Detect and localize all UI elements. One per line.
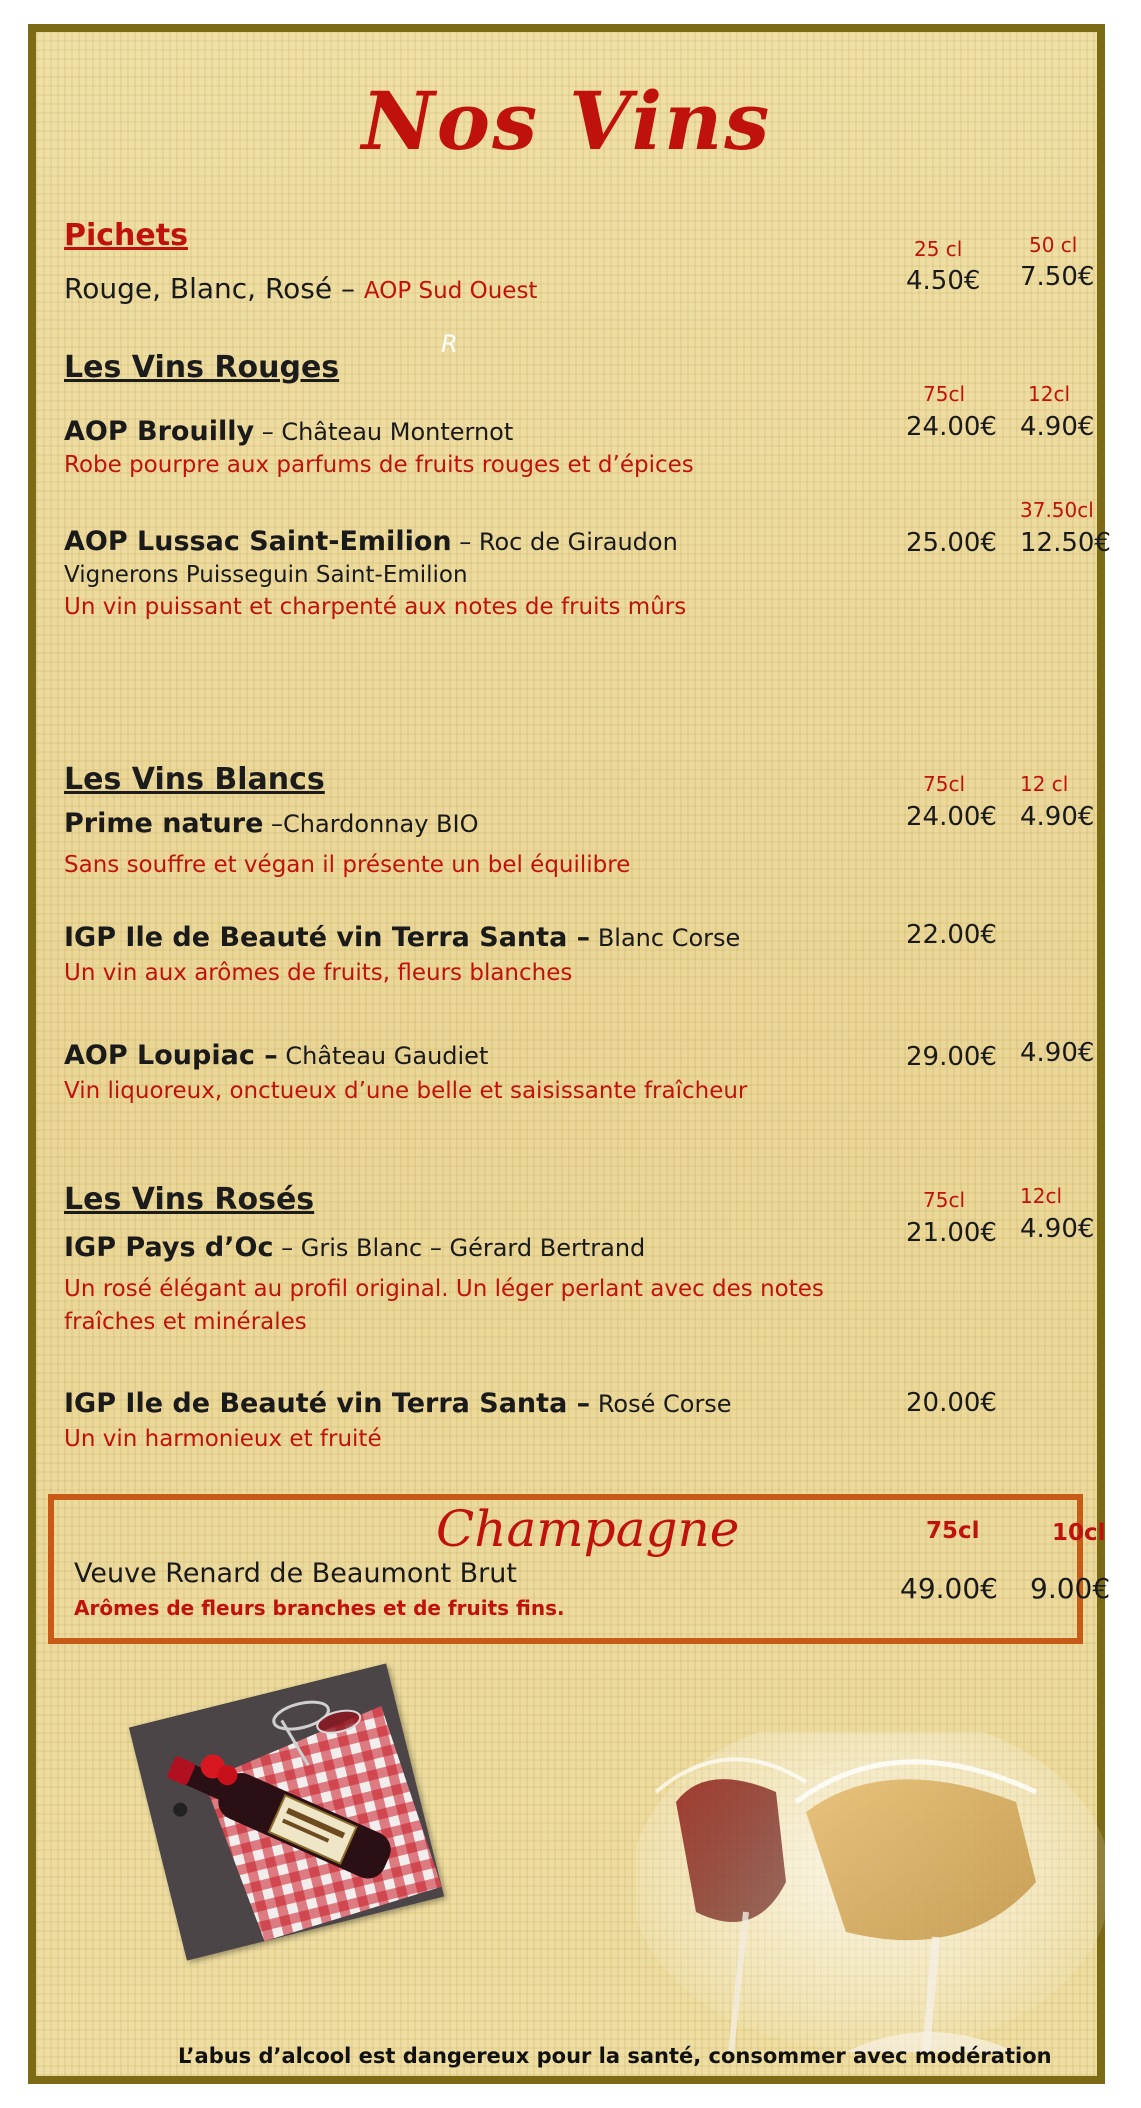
- blancs-vol-75cl: 75cl: [923, 772, 966, 796]
- pichets-colors: Rouge, Blanc, Rosé –: [64, 272, 356, 305]
- wine-desc-brouilly: Robe pourpre aux parfums de fruits rouges et d’épices: [64, 452, 694, 478]
- section-heading-pichets: Pichets: [64, 218, 188, 253]
- wine-name-lussac: [64, 526, 678, 557]
- pichets-price-25cl: 4.50€: [906, 266, 981, 296]
- wine-desc-terra-santa-rose: Un vin harmonieux et fruité: [64, 1426, 382, 1452]
- section-heading-roses: Les Vins Rosés: [64, 1182, 315, 1217]
- wine-producer: Château Gaudiet: [277, 1042, 489, 1070]
- price-brouilly-75cl: 24.00€: [906, 412, 997, 442]
- pichets-vol-50cl: 50 cl: [1029, 233, 1078, 257]
- wine-desc-pays-doc-line2: fraîches et minérales: [64, 1309, 307, 1335]
- blancs-vol-12cl: 12 cl: [1020, 772, 1069, 796]
- wine-appellation: AOP Lussac Saint-Emilion: [64, 526, 452, 557]
- wine-desc-lussac: Un vin puissant et charpenté aux notes de fruits mûrs: [64, 594, 687, 620]
- wine-glasses-photo: [636, 1732, 1106, 2052]
- price-pays-doc-75cl: 21.00€: [906, 1218, 997, 1248]
- page-title: Nos Vins: [361, 74, 772, 168]
- wine-name-prime-nature: [64, 808, 478, 839]
- lussac-vol-37cl: 37.50cl: [1020, 498, 1094, 522]
- price-prime-nature-75cl: 24.00€: [906, 802, 997, 832]
- section-heading-champagne: Champagne: [436, 1500, 740, 1558]
- champagne-desc: Arômes de fleurs branches et de fruits fins.: [74, 1596, 565, 1620]
- wine-bottle-photo: [129, 1664, 444, 1961]
- pichets-line: [64, 272, 537, 305]
- wine-appellation: AOP Brouilly: [64, 416, 255, 447]
- wine-desc-pays-doc-line1: Un rosé élégant au profil original. Un léger perlant avec des notes: [64, 1276, 824, 1302]
- price-brouilly-12cl: 4.90€: [1020, 412, 1095, 442]
- wine-producer: – Château Monternot: [254, 418, 514, 446]
- wine-name-loupiac: [64, 1040, 488, 1071]
- wine-desc-terra-santa-blanc: Un vin aux arômes de fruits, fleurs blanches: [64, 960, 573, 986]
- rouges-vol-12cl: 12cl: [1028, 382, 1071, 406]
- wine-producer: – Roc de Giraudon: [451, 528, 678, 556]
- section-heading-blancs: Les Vins Blancs: [64, 762, 325, 797]
- price-lussac-75cl: 25.00€: [906, 528, 997, 558]
- price-pays-doc-12cl: 4.90€: [1020, 1214, 1095, 1244]
- price-terra-santa-rose-75cl: 20.00€: [906, 1388, 997, 1418]
- wine-name-brouilly: [64, 416, 513, 447]
- roses-vol-75cl: 75cl: [923, 1188, 966, 1212]
- rouges-vol-75cl: 75cl: [923, 382, 966, 406]
- roses-vol-12cl: 12cl: [1020, 1184, 1063, 1208]
- wine-desc-prime-nature: Sans souffre et végan il présente un bel équilibre: [64, 852, 631, 878]
- champagne-box: [48, 1494, 1111, 1644]
- wine-appellation: Prime nature: [64, 808, 264, 839]
- price-terra-santa-blanc-75cl: 22.00€: [906, 920, 997, 950]
- wine-name-terra-santa-rose: [64, 1388, 732, 1419]
- wine-sub-lussac: Vignerons Puisseguin Saint-Emilion: [64, 562, 468, 588]
- wine-appellation: IGP Ile de Beauté vin Terra Santa –: [64, 1388, 591, 1419]
- price-loupiac-12cl: 4.90€: [1020, 1038, 1095, 1068]
- pichets-aop: AOP Sud Ouest: [363, 278, 538, 304]
- health-warning: L’abus d’alcool est dangereux pour la santé, consommer avec modération: [178, 2044, 1052, 2068]
- price-lussac-37cl: 12.50€: [1020, 528, 1111, 558]
- wine-appellation: AOP Loupiac –: [64, 1040, 278, 1071]
- champagne-name: Veuve Renard de Beaumont Brut: [74, 1558, 517, 1589]
- wine-name-pays-doc: [64, 1232, 645, 1263]
- champagne-vol-75cl: 75cl: [926, 1518, 980, 1544]
- champagne-vol-10cl: 10cl: [1052, 1520, 1106, 1546]
- wine-producer: – Gris Blanc – Gérard Bertrand: [273, 1234, 646, 1262]
- wine-appellation: IGP Ile de Beauté vin Terra Santa –: [64, 922, 591, 953]
- champagne-price-75cl: 49.00€: [900, 1572, 998, 1605]
- wine-bottle-illustration: [129, 1664, 444, 1961]
- wine-menu-page: [28, 24, 1111, 2084]
- wine-name-terra-santa-blanc: [64, 922, 740, 953]
- champagne-price-10cl: 9.00€: [1030, 1572, 1111, 1605]
- wine-producer: Rosé Corse: [590, 1390, 732, 1418]
- pichets-vol-25cl: 25 cl: [914, 237, 963, 261]
- stray-mark: R: [441, 330, 458, 358]
- section-heading-rouges: Les Vins Rouges: [64, 350, 340, 385]
- pichets-price-50cl: 7.50€: [1020, 262, 1095, 292]
- wine-appellation: IGP Pays d’Oc: [64, 1232, 274, 1263]
- price-loupiac-75cl: 29.00€: [906, 1042, 997, 1072]
- wine-desc-loupiac: Vin liquoreux, onctueux d’une belle et saisissante fraîcheur: [64, 1078, 748, 1104]
- wine-producer: Blanc Corse: [590, 924, 741, 952]
- wine-producer: –Chardonnay BIO: [263, 810, 479, 838]
- price-prime-nature-12cl: 4.90€: [1020, 802, 1095, 832]
- wine-glasses-illustration: [636, 1732, 1106, 2052]
